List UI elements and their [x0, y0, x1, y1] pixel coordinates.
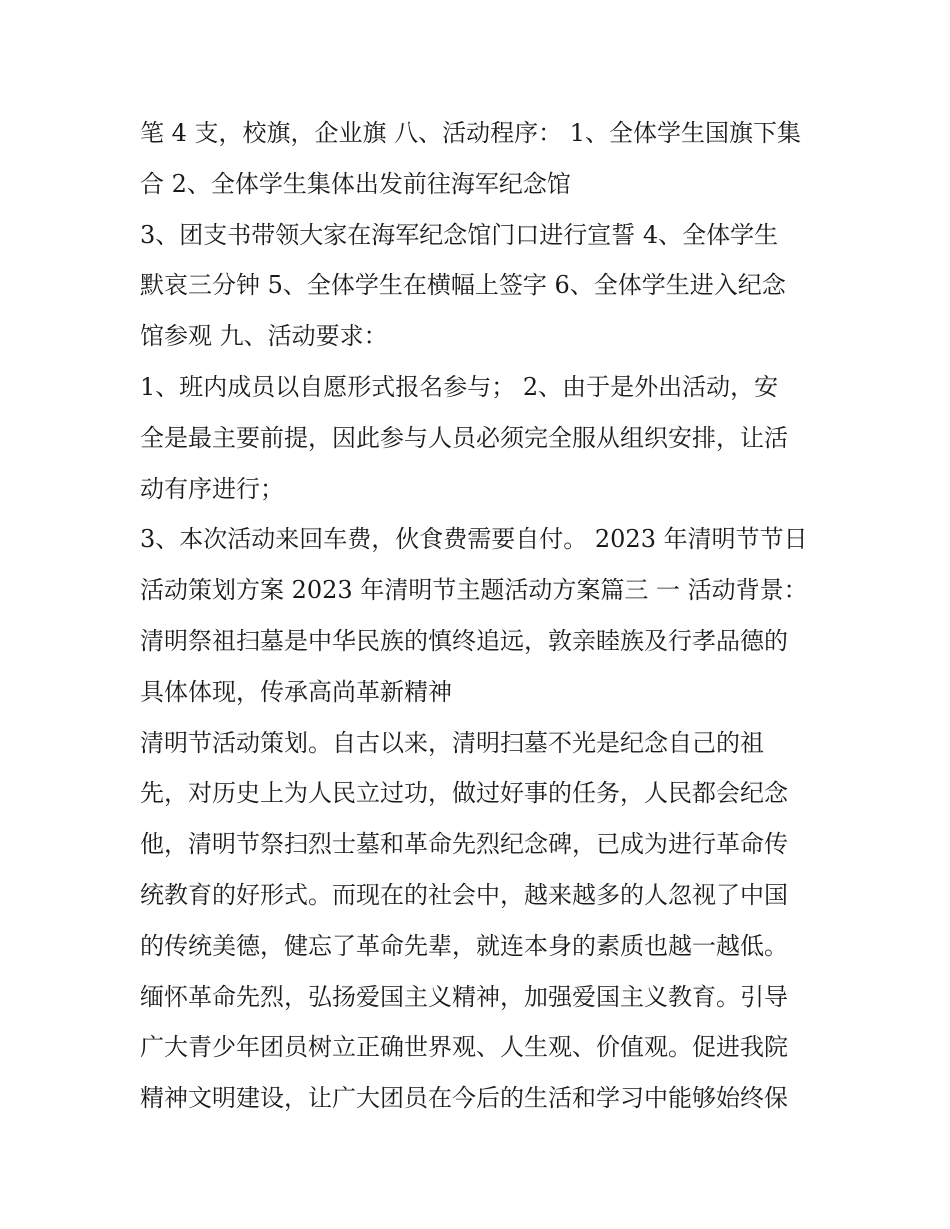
- text-line: 广大青少年团员树立正确世界观、人生观、价值观。促进我院: [140, 1033, 788, 1062]
- text-line: 活动策划方案 2023 年清明节主题活动方案篇三 一 活动背景：: [140, 576, 808, 605]
- text-line: 笔 4 支，校旗，企业旗 八、活动程序： 1、全体学生国旗下集: [140, 119, 802, 147]
- text-line: 统教育的好形式。而现在的社会中，越来越多的人忽视了中国: [140, 880, 788, 909]
- text-line: 3、团支书带领大家在海军纪念馆门口进行宣誓 4、全体学生: [140, 220, 779, 249]
- text-line: 具体体现，传承高尚革新精神: [140, 677, 452, 706]
- body-text: [140, 108, 815, 1124]
- text-line: 精神文明建设，让广大团员在今后的生活和学习中能够始终保: [140, 1084, 788, 1113]
- text-line: 馆参观 九、活动要求：: [140, 322, 388, 351]
- text-line: 全是最主要前提，因此参与人员必须完全服从组织安排，让活: [140, 423, 788, 452]
- text-line: 1、班内成员以自愿形式报名参与； 2、由于是外出活动，安: [140, 372, 779, 401]
- text-line: 他，清明节祭扫烈士墓和革命先烈纪念碑，已成为进行革命传: [140, 830, 788, 859]
- text-line: 先，对历史上为人民立过功，做过好事的任务，人民都会纪念: [140, 779, 788, 808]
- text-line: 的传统美德，健忘了革命先辈，就连本身的素质也越一越低。: [140, 931, 788, 960]
- text-line: 默哀三分钟 5、全体学生在横幅上签字 6、全体学生进入纪念: [140, 271, 786, 300]
- text-line: 3、本次活动来回车费，伙食费需要自付。 2023 年清明节节日: [140, 525, 808, 554]
- text-line: 清明节活动策划。自古以来，清明扫墓不光是纪念自己的祖: [140, 728, 764, 757]
- text-line: 动有序进行；: [140, 474, 284, 503]
- text-line: 清明祭祖扫墓是中华民族的慎终追远，敦亲睦族及行孝品德的: [140, 626, 788, 655]
- text-line: 合 2、全体学生集体出发前往海军纪念馆: [140, 169, 571, 198]
- text-line: 缅怀革命先烈，弘扬爱国主义精神，加强爱国主义教育。引导: [140, 982, 788, 1011]
